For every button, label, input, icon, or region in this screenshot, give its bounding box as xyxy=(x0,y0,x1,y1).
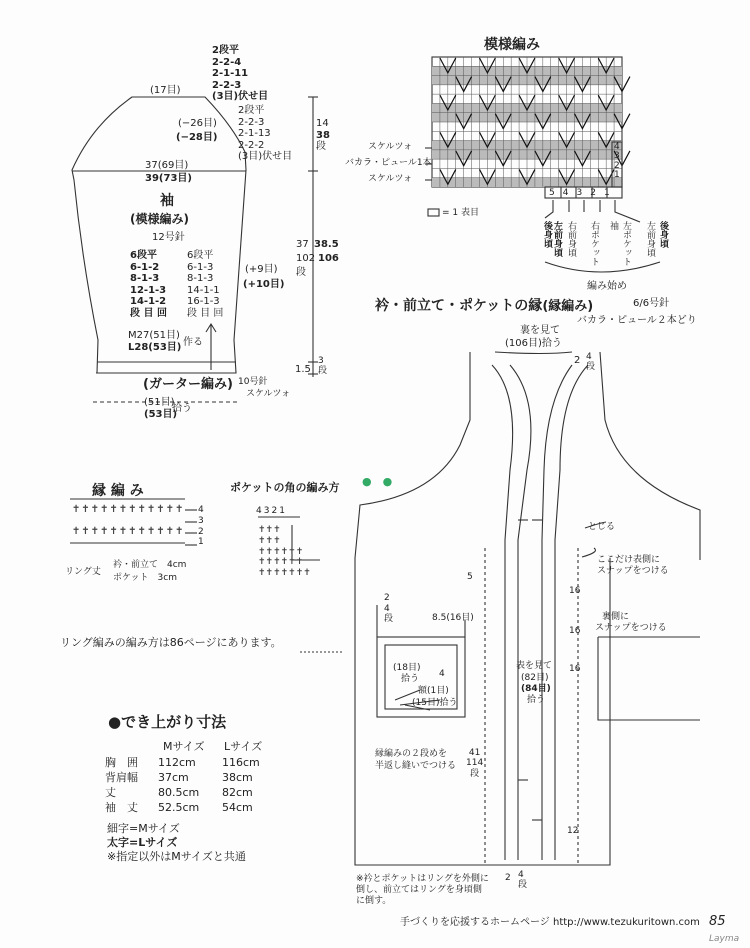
edge-yarn: バカラ・ピュール２本どり xyxy=(577,315,697,326)
collar-face: 裏を見て xyxy=(520,325,560,336)
snap-front: ここだけ表側に xyxy=(597,555,661,565)
pocket-rows-a: 2 xyxy=(384,593,390,603)
sleeve-cuff-height: 1.5 xyxy=(295,364,311,375)
yarn-label-2: バカラ・ピュール1本 xyxy=(345,158,432,168)
snap-back: 裏側に xyxy=(602,612,630,622)
sleeve-cuff-rows: 3 段 xyxy=(318,356,328,377)
pocket-bottom: (15目)拾う xyxy=(412,698,458,708)
finished-note-3: ※指定以外はMサイズと共通 xyxy=(107,850,246,863)
finished-row-l: 116cm xyxy=(222,756,260,769)
num-16b: 16 xyxy=(569,626,581,636)
sew-note-1: 縁編みの２段めを xyxy=(375,749,448,759)
sleeve-bottom-m: (51目) xyxy=(144,397,175,408)
sleeve-height-l: 38.5 xyxy=(314,239,339,250)
sleeve-width-m: 37(69目) xyxy=(145,160,189,171)
finished-row-label: 丈 xyxy=(105,786,116,799)
edge-needle: 6/6号針 xyxy=(633,298,670,309)
front-m: (82目) xyxy=(521,673,549,683)
sleeve-inc-plus-l: (+10目) xyxy=(243,279,285,290)
pattern-chart-title: 模様編み xyxy=(484,37,540,53)
front-face: 表を見て xyxy=(516,661,553,671)
num-16a: 16 xyxy=(569,586,581,596)
snap-back-2: スナップをつける xyxy=(595,623,667,633)
sleeve-top-height: 14 38 段 xyxy=(316,118,330,152)
sleeve-pattern: (模様編み) xyxy=(130,212,189,226)
ring-front: 衿・前立て 4cm xyxy=(113,560,187,570)
chart-col-numbers: 54321 xyxy=(549,188,618,198)
edging-row-3: ✝✝✝✝✝✝✝✝✝✝✝✝ xyxy=(72,504,185,515)
yarn-label-1: スケルツォ xyxy=(368,142,413,152)
sleeve-needle: 12号針 xyxy=(152,232,185,243)
finished-row-label: 背肩幅 xyxy=(105,771,138,784)
num-5: 5 xyxy=(467,572,473,582)
footer-text: 手づくりを応援するホームページ http://www.tezukuritown.com xyxy=(400,917,700,928)
shaping-line: 2段平 xyxy=(212,45,239,56)
sleeve-garter-cast: スケルツォ xyxy=(246,389,291,399)
ring-label: リング丈 xyxy=(65,567,101,577)
finished-title: ●でき上がり寸法 xyxy=(108,713,227,731)
chart-legend: = 1 表目 xyxy=(442,208,479,218)
finished-header-l: Lサイズ xyxy=(224,740,263,753)
finished-row-l: 38cm xyxy=(222,771,253,784)
chart-position-3: 右ポケット xyxy=(589,221,599,266)
shaping-line: 2-2-2 xyxy=(238,139,265,151)
chart-position-5: 左前身頃 xyxy=(645,221,655,257)
chart-start: 編み始め xyxy=(587,281,627,292)
finished-row-l: 82cm xyxy=(222,786,253,799)
close-label: とじる xyxy=(588,522,616,532)
num-16c: 16 xyxy=(569,664,581,674)
collar-count: (106目)拾う xyxy=(505,338,562,349)
shaping-line: (3目)伏せ目 xyxy=(238,151,293,162)
bottom-a: 2 xyxy=(505,873,511,883)
pocket-corner-marks: 4321 xyxy=(256,506,287,516)
shaping-line: 2-2-4 xyxy=(212,56,242,68)
sleeve-mid-shaping xyxy=(238,105,292,163)
chart-position-4: 袖 xyxy=(608,221,618,230)
bottom-rows: 4 段 xyxy=(518,870,528,891)
num-12: 12 xyxy=(567,826,579,836)
pocket-corner-title: ポケットの角の編み方 xyxy=(230,481,340,494)
ring-note: リング編みの編み方は86ページにあります。 xyxy=(60,636,282,649)
sleeve-garter: (ガーター編み) xyxy=(143,377,233,392)
chart-position-1-l: 左前身頃 xyxy=(552,221,562,257)
edge-title: 衿・前立て・ポケットの縁(縁編み) xyxy=(375,298,594,314)
sleeve-inc-l: 6段平 6-1-3 8-1-3 14-1-1 16-1-3 段 目 回 xyxy=(187,250,224,319)
finished-row-l: 54cm xyxy=(222,801,253,814)
body-footnote: ※衿とポケットはリングを外側に 倒し、前立てはリングを身頃側 に倒す。 xyxy=(356,874,489,906)
sleeve-mid-count-l: (−28目) xyxy=(176,132,218,143)
sleeve-rows-m: 102 xyxy=(296,253,316,264)
chart-position-2: 右前身頃 xyxy=(566,221,576,257)
sew-note-2: 半返し縫いでつける xyxy=(375,761,457,771)
sleeve-bottom-l: (53目) xyxy=(144,409,178,420)
pocket-top: 8.5(16目) xyxy=(432,613,474,623)
finished-note-1: 細字=Mサイズ xyxy=(107,822,180,835)
finished-row-m: 37cm xyxy=(158,771,189,784)
finished-row-m: 112cm xyxy=(158,756,196,769)
pocket-side-2: 拾う xyxy=(401,674,420,684)
shaping-line: 2段平 xyxy=(238,105,265,116)
chart-row-numbers: 4 3 2 1 xyxy=(614,142,620,181)
sleeve-make-label: 作る xyxy=(183,337,203,348)
sleeve-height-m: 37 xyxy=(296,239,309,250)
sleeve-title: 袖 xyxy=(160,193,174,209)
shaping-line: 2-2-3 xyxy=(238,116,265,128)
eye-icon: ● ● xyxy=(362,475,393,488)
edging-row-marks: 4 3 2 1 xyxy=(198,505,204,548)
chart-position-5-l: 後身頃 xyxy=(658,221,668,248)
sleeve-top-shaping xyxy=(212,45,268,103)
finished-row-label: 胸 囲 xyxy=(105,756,138,769)
pocket-rows: 4 段 xyxy=(384,604,394,625)
sleeve-garter-needle: 10号針 xyxy=(238,377,268,387)
page-number: 85 xyxy=(709,914,726,929)
body-rows: 41 114 段 xyxy=(466,748,484,779)
finished-row-m: 80.5cm xyxy=(158,786,200,799)
shaping-line: 2-1-13 xyxy=(238,128,271,139)
yarn-label-3: スケルツォ xyxy=(368,174,413,184)
front-l: (84目) xyxy=(521,684,551,694)
sleeve-rows-unit: 段 xyxy=(296,267,306,278)
chart-position-4-l: 左ポケット xyxy=(621,221,631,266)
sleeve-inc-m: 6段平 6-1-2 8-1-3 12-1-3 14-1-2 段 目 回 xyxy=(130,250,167,319)
finished-note-2: 太字=Lサイズ xyxy=(107,836,178,849)
snap-front-2: スナップをつける xyxy=(597,566,669,576)
pocket-corner: 額(1目) xyxy=(418,686,449,696)
shaping-line: 2-1-11 xyxy=(212,68,249,79)
sleeve-cuff-l: L28(53目) xyxy=(128,342,182,353)
sleeve-top-stitches: (17目) xyxy=(150,85,181,96)
finished-row-label: 袖 丈 xyxy=(105,801,138,814)
sleeve-inc-plus-m: (+9目) xyxy=(245,264,278,275)
sleeve-cuff-m: M27(51目) xyxy=(128,330,180,341)
sleeve-width-l: 39(73目) xyxy=(145,173,192,184)
edging-row-1: ✝✝✝✝✝✝✝✝✝✝✝✝ xyxy=(72,526,185,537)
edging-title: 縁 編 み xyxy=(92,483,144,499)
pocket-corner-symbols: ✝✝✝ ✝✝✝ ✝✝✝✝✝✝ ✝✝✝✝✝✝ ✝✝✝✝✝✝✝ xyxy=(258,525,311,579)
brand: Layma xyxy=(709,934,740,944)
sleeve-rows-l: 106 xyxy=(318,253,339,264)
collar-rows: 4 段 xyxy=(586,352,596,373)
finished-row-m: 52.5cm xyxy=(158,801,200,814)
pocket-4: 4 xyxy=(439,669,445,679)
ring-pocket: ポケット 3cm xyxy=(113,573,177,583)
sleeve-mid-count-m: (−26目) xyxy=(178,118,217,129)
finished-header-m: Mサイズ xyxy=(163,740,205,753)
sleeve-pickup: 拾う xyxy=(172,403,192,414)
collar-rows-a: 2 xyxy=(574,355,581,366)
shaping-line: 2-2-3 xyxy=(212,79,242,91)
pocket-side: (18目) xyxy=(393,663,421,673)
shaping-line: (3目)伏せ目 xyxy=(212,91,269,102)
chart-position-1: 後身頃 xyxy=(542,221,552,248)
front-pick: 拾う xyxy=(527,695,546,705)
